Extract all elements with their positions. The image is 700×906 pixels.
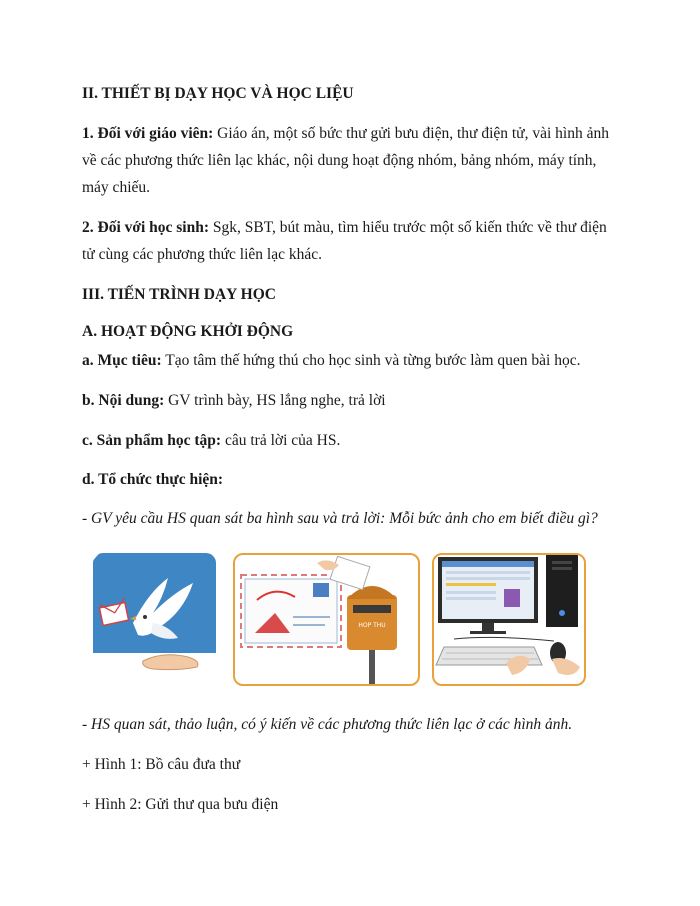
content-text: GV trình bày, HS lắng nghe, trả lời: [164, 392, 386, 409]
product-label: c. Sản phẩm học tập:: [82, 432, 222, 449]
pigeon-illustration: [93, 553, 216, 686]
teacher-paragraph-line-1: [82, 124, 622, 144]
student-paragraph-line-1: [82, 218, 622, 238]
figure-postbox: [233, 553, 420, 686]
teacher-paragraph-line-3: máy chiếu.: [82, 179, 151, 196]
computer-illustration: [434, 555, 584, 684]
content-label: b. Nội dung:: [82, 392, 165, 409]
postbox-illustration: [235, 555, 418, 684]
answer-figure-2: + Hình 2: Gửi thư qua bưu điện: [82, 796, 279, 813]
student-label: 2. Đối với học sinh:: [82, 219, 210, 236]
teacher-label: 1. Đối với giáo viên:: [82, 125, 214, 142]
student-paragraph-line-2: tử cùng các phương thức liên lạc khác.: [82, 246, 322, 263]
hs-observe-line: - HS quan sát, thảo luận, có ý kiến về các phương thức liên lạc ở các hình ảnh.: [82, 716, 573, 733]
section-heading-process: III. TIẾN TRÌNH DẠY HỌC: [82, 286, 276, 303]
activity-heading: A. HOẠT ĐỘNG KHỞI ĐỘNG: [82, 323, 294, 340]
figure-computer: [432, 553, 586, 686]
teacher-paragraph-line-2: về các phương thức liên lạc khác, nội dung hoạt động nhóm, bảng nhóm, máy tính,: [82, 152, 597, 169]
student-text-1: Sgk, SBT, bút màu, tìm hiểu trước một số kiến thức về thư điện: [209, 219, 607, 236]
teacher-text-1: Giáo án, một số bức thư gửi bưu điện, thư điện tử, vài hình ảnh: [213, 125, 609, 142]
section-heading-equipment: II. THIẾT BỊ DẠY HỌC VÀ HỌC LIỆU: [82, 85, 354, 102]
product-line: [82, 431, 622, 451]
organize-line: d. Tổ chức thực hiện:: [82, 471, 224, 488]
product-text: câu trả lời của HS.: [221, 432, 341, 449]
goal-text: Tạo tâm thế hứng thú cho học sinh và từng bước làm quen bài học.: [161, 352, 581, 369]
figure-pigeon: [93, 553, 216, 686]
postbox-label: HOP THU: [358, 622, 386, 629]
content-line: [82, 391, 622, 411]
answer-figure-1: + Hình 1: Bồ câu đưa thư: [82, 756, 241, 773]
goal-line: [82, 351, 622, 371]
gv-request-line: - GV yêu cầu HS quan sát ba hình sau và trả lời: Mỗi bức ảnh cho em biết điều gì?: [82, 510, 598, 527]
goal-label: a. Mục tiêu:: [82, 352, 162, 369]
